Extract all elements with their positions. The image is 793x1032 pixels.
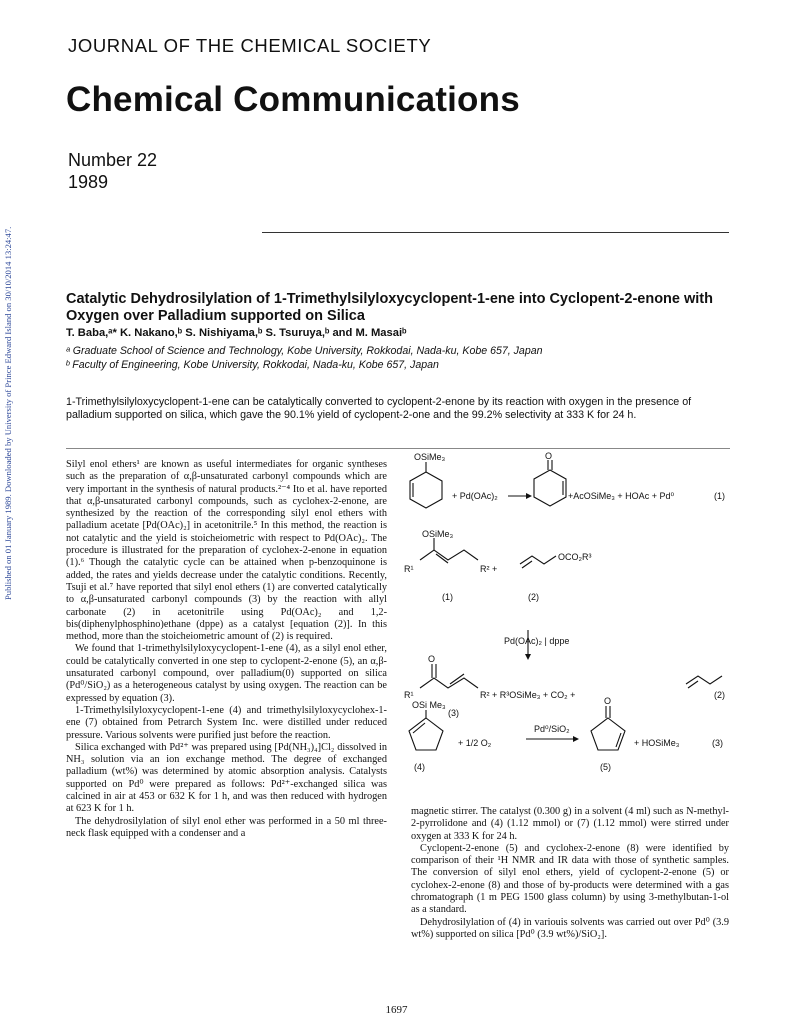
eq2-catalyst: Pd(OAc)₂ | dppe bbox=[504, 636, 570, 646]
eq2-label-3: (3) bbox=[448, 708, 459, 718]
download-notice-text: Published on 01 January 1989. Downloaded by University of Prince Edward Island on 30/10/2014 13:24:47. bbox=[3, 226, 13, 600]
propene-chain bbox=[686, 676, 722, 684]
header-rule bbox=[262, 232, 729, 233]
section-title: Chemical Communications bbox=[66, 80, 520, 119]
article-abstract: 1-Trimethylsilyloxycyclopent-1-ene can be catalytically converted to cyclopent-2-enone by its reaction with oxygen in the presence of palladium supported on silica, which gave the 90.1% yield of cyclopent-2-one and the 99.2% selectivity at 333 K for 24 h. bbox=[66, 396, 692, 421]
article-title: Catalytic Dehydrosilylation of 1-Trimethylsilyloxycyclopent-1-ene into Cyclopent-2-enone with Oxygen over Palladium supported on Silica bbox=[66, 291, 713, 324]
download-notice bbox=[2, 160, 14, 600]
eq3-oxygen: O bbox=[604, 696, 612, 706]
eq2-oco2r3: OCO₂R³ bbox=[558, 552, 592, 562]
issue-year: 1989 bbox=[68, 172, 109, 192]
eq3-oxygen-reagent: + 1/2 O₂ bbox=[458, 738, 492, 748]
body-paragraph: Silyl enol ethers¹ are known as useful intermediates for organic syntheses such as the preparation of α,β-unsaturated carbonyl compounds which are very important in the synthesis of natural products.²⁻⁴ Ito et al. have reported that α,β-unsaturated carbonyl compounds, such as cyclohex-2-enone, are synthesized by the reaction of the corresponding silyl enol ethers with palladium acetate [Pd(OAc)₂] in acetonitrile.⁵ In this method, the reaction is not catalytic and the yield is stoicheiometric with respect to Pd(OAc)₂. The procedure is illustrated for the preparation of cyclohex-2-enone in equation (1).⁶ Though the catalytic cycle can be attained when p-benzoquinone is added, the rates and yields decrease under the catalytic conditions. Recently, Tsuji et al.⁷ have reported that silyl enol ethers (1) are converted catalytically to α,β-unsaturated carbonyl compounds (3) by the reaction with allyl carbonate (2) in acetonitrile using Pd(OAc)₂ and 1,2-bis(diphenylphosphino)ethane (dppe) as a catalyst [equation (2)]. In this method, more than the stoicheiometric amount of (2) is required. bbox=[66, 459, 387, 643]
eq2-products: R² + R³OSiMe₃ + CO₂ + bbox=[480, 690, 576, 700]
eq2-label-2: (2) bbox=[528, 592, 539, 602]
eq3-label-4: (4) bbox=[414, 762, 425, 772]
abstract-rule bbox=[66, 448, 730, 449]
cyclohexenone-ring bbox=[534, 470, 566, 506]
left-column bbox=[66, 459, 387, 840]
eq1-number: (1) bbox=[714, 491, 725, 501]
eq2-number: (2) bbox=[714, 690, 725, 700]
eq3-products: + HOSiMe₃ bbox=[634, 738, 680, 748]
body-paragraph: Silica exchanged with Pd²⁺ was prepared using [Pd(NH₃)₄]Cl₂ dissolved in NH₃ solution via an ion exchange method. The degree of exchanged palladium (wt%) was determined by atomic absorption analysis. Catalysts supported on Pd⁰ were prepared as follows: Pd²⁺-exchanged silica was calcined in air at 453 or 632 K for 1 h, and was then reduced with hydrogen at 623 K for 1 h. bbox=[66, 741, 387, 815]
eq2-label-1: (1) bbox=[442, 592, 453, 602]
eq3-number: (3) bbox=[712, 738, 723, 748]
affiliation-b: ᵇ Faculty of Engineering, Kobe University, Rokkodai, Nada-ku, Kobe 657, Japan bbox=[66, 359, 439, 371]
body-paragraph: magnetic stirrer. The catalyst (0.300 g) in a solvent (4 ml) such as N-methyl-2-pyrrolidone and (4) (1.12 mmol) or (7) (1.12 mmol) were stirred under oxygen at 333 K for 24 h. bbox=[411, 806, 729, 842]
body-paragraph: The dehydrosilylation of silyl enol ether was performed in a 50 ml three-neck flask equipped with a condenser and a bbox=[66, 815, 387, 839]
eq2-osime3: OSiMe₃ bbox=[422, 529, 454, 539]
right-column bbox=[411, 806, 729, 941]
body-paragraph: Dehydrosilylation of (4) in variouis solvents was carried out over Pd⁰ (3.9 wt%) supported on silica [Pd⁰ (3.9 wt%)/SiO₂]. bbox=[411, 916, 729, 940]
eq3-label-5: (5) bbox=[600, 762, 611, 772]
article-authors: T. Baba,ᵃ* K. Nakano,ᵇ S. Nishiyama,ᵇ S. Tsuruya,ᵇ and M. Masaiᵇ bbox=[66, 327, 407, 339]
eq1-oxygen: O bbox=[545, 452, 553, 461]
body-paragraph: Cyclopent-2-enone (5) and cyclohex-2-enone (8) were identified by comparison of their ¹H NMR and IR data with those of synthetic samples. The conversion of silyl enol ethers, yield of cyclopent-2-enone (5) or cyclohex-2-enone (8) and those of by-products were determined with a gas chromatograph (1 m PEG 1500 glass column) by using 3-methylbutan-1-ol as a standard. bbox=[411, 842, 729, 916]
eq2-oxygen: O bbox=[428, 654, 436, 664]
enone-chain bbox=[420, 678, 478, 688]
affiliation-a: ᵃ Graduate School of Science and Technology, Kobe University, Rokkodai, Nada-ku, Kobe 657, Japan bbox=[66, 345, 543, 357]
page-number: 1697 bbox=[385, 1004, 408, 1016]
enol-ether-chain bbox=[420, 550, 478, 560]
cyclopentene-ring bbox=[409, 718, 443, 750]
eq2-r2plus: R² + bbox=[480, 564, 498, 574]
reaction-scheme-drawing bbox=[398, 452, 738, 802]
allyl-carbonate-chain bbox=[520, 556, 556, 564]
eq2-r1: R¹ bbox=[404, 564, 414, 574]
eq3-catalyst: Pd⁰/SiO₂ bbox=[534, 724, 570, 734]
journal-name: JOURNAL OF THE CHEMICAL SOCIETY bbox=[68, 35, 432, 56]
cyclopentenone-ring bbox=[591, 718, 625, 750]
reaction-scheme bbox=[398, 452, 738, 802]
body-paragraph: 1-Trimethylsilyloxycyclopent-1-ene (4) and trimethylsilyloxycyclohex-1-ene (7) obtained from Petrarch System Inc. were distilled under reduced pressure. Various solvents were purified just before the reaction. bbox=[66, 704, 387, 741]
eq1-osime3: OSiMe₃ bbox=[414, 452, 446, 462]
body-paragraph: We found that 1-trimethylsilyloxycyclopent-1-ene (4), as a silyl enol ether, could be catalytically converted in one step to cyclopent-2-enone (5), an α,β-unsaturated carbonyl compound, over palladium(0) supported on silica (Pd⁰/SiO₂) as a heterogeneous catalyst by using oxygen. The reaction can be expressed by equation (3). bbox=[66, 643, 387, 704]
eq2-r1-product: R¹ bbox=[404, 690, 414, 700]
eq1-products: +AcOSiMe₃ + HOAc + Pd⁰ bbox=[568, 491, 675, 501]
eq3-osime3: OSi Me₃ bbox=[412, 700, 446, 710]
eq1-reagent: + Pd(OAc)₂ bbox=[452, 491, 498, 501]
cyclohexene-ring bbox=[410, 472, 442, 508]
issue-number: Number 22 bbox=[68, 150, 158, 170]
